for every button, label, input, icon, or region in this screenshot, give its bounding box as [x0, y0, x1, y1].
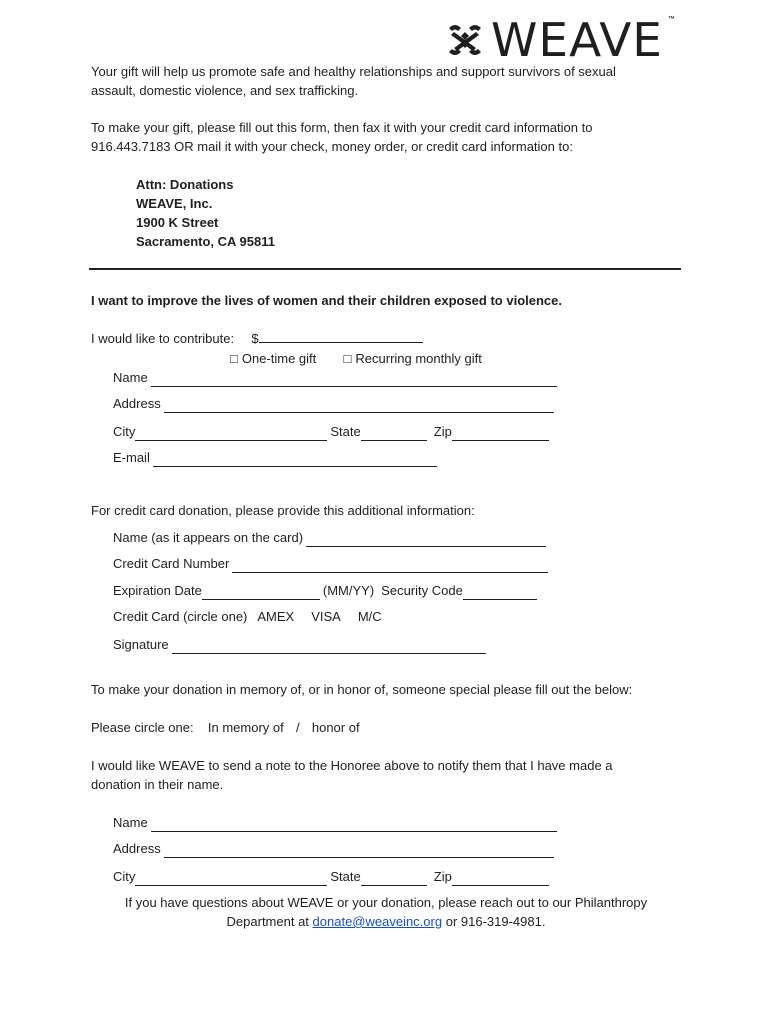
- tribute-circle-prompt: Please circle one:: [91, 720, 194, 735]
- card-name-field[interactable]: [306, 533, 546, 547]
- card-number-label: Credit Card Number: [113, 556, 230, 571]
- card-name-row: [113, 528, 549, 547]
- footer-contact: [91, 893, 681, 931]
- card-option-amex[interactable]: AMEX: [257, 609, 295, 624]
- intro-text: Your gift will help us promote safe and healthy relationships and support survivors of sexual assault, domestic violence, and sex trafficking.: [91, 64, 616, 98]
- contribute-label: I would like to contribute:: [91, 331, 235, 346]
- honoree-state-field[interactable]: [361, 872, 427, 886]
- donor-state-field[interactable]: [361, 427, 427, 441]
- signature-row: [113, 635, 489, 654]
- footer-prefix: Department at: [226, 914, 309, 929]
- monthly-option[interactable]: [344, 349, 482, 368]
- card-type-label: Credit Card (circle one): [113, 609, 248, 624]
- donor-name-label: Name: [113, 370, 148, 385]
- card-number-row: [113, 554, 551, 573]
- contribute-row: [91, 329, 426, 348]
- signature-field[interactable]: [172, 640, 486, 654]
- donor-email-label: E-mail: [113, 450, 150, 465]
- currency-symbol: $: [251, 331, 259, 346]
- donor-name-field[interactable]: [151, 373, 557, 387]
- honoree-city-field[interactable]: [135, 872, 327, 886]
- signature-label: Signature: [113, 637, 169, 652]
- mailing-address: [136, 175, 275, 251]
- amount-field[interactable]: [259, 329, 423, 343]
- honoree-name-row: [113, 813, 560, 832]
- expiration-field[interactable]: [202, 586, 320, 600]
- honoree-address-row: [113, 839, 557, 858]
- address-line-2: WEAVE, Inc.: [136, 196, 213, 211]
- weave-logo: [445, 13, 685, 67]
- card-option-visa[interactable]: VISA: [311, 609, 341, 624]
- honoree-zip-label: Zip: [433, 869, 452, 884]
- donor-email-field[interactable]: [153, 453, 437, 467]
- donor-address-row: [113, 394, 557, 413]
- monthly-checkbox[interactable]: □: [343, 351, 352, 366]
- honoree-state-label: State: [330, 869, 361, 884]
- donor-address-field[interactable]: [164, 399, 554, 413]
- security-code-label: Security Code: [381, 583, 463, 598]
- honoree-address-label: Address: [113, 841, 161, 856]
- card-expiration-row: [113, 581, 540, 600]
- expiration-label: Expiration Date: [113, 583, 202, 598]
- one-time-checkbox[interactable]: □: [230, 351, 238, 366]
- weave-knot-icon: [445, 20, 485, 60]
- footer-line-2: [91, 912, 681, 931]
- donor-city-row: [113, 422, 552, 441]
- card-name-label: Name (as it appears on the card): [113, 530, 304, 545]
- donor-email-row: [113, 448, 440, 467]
- one-time-label: One-time gift: [241, 351, 317, 366]
- trademark-symbol: ™: [668, 16, 675, 23]
- footer-line-1: If you have questions about WEAVE or your donation, please reach out to our Philanthropy: [124, 895, 648, 910]
- donor-state-label: State: [330, 424, 361, 439]
- security-code-field[interactable]: [463, 586, 537, 600]
- tribute-separator: /: [295, 720, 300, 735]
- instructions-text: To make your gift, please fill out this form, then fax it with your credit card information to 916.443.7183 OR mail it with your check, money order, or credit card information to:: [91, 120, 593, 154]
- donor-city-field[interactable]: [135, 427, 327, 441]
- honoree-address-field[interactable]: [164, 844, 554, 858]
- one-time-option[interactable]: [230, 349, 316, 368]
- donate-email-link[interactable]: donate@weaveinc.org: [312, 914, 443, 929]
- honoree-zip-field[interactable]: [452, 872, 549, 886]
- donor-name-row: [113, 368, 560, 387]
- note-request-text: I would like WEAVE to send a note to the Honoree above to notify them that I have made a donation in their name.: [91, 758, 613, 792]
- monthly-label: Recurring monthly gift: [355, 351, 482, 366]
- section-divider: [89, 268, 681, 270]
- donor-zip-label: Zip: [433, 424, 452, 439]
- honoree-city-label: City: [113, 869, 136, 884]
- card-option-mc[interactable]: M/C: [357, 609, 382, 624]
- footer-suffix: or 916-319-4981.: [445, 914, 546, 929]
- tribute-option-honor[interactable]: honor of: [311, 720, 360, 735]
- gift-frequency-options: [230, 349, 482, 368]
- donor-zip-field[interactable]: [452, 427, 549, 441]
- honoree-city-row: [113, 867, 552, 886]
- donor-address-label: Address: [113, 396, 161, 411]
- donor-city-label: City: [113, 424, 136, 439]
- tribute-intro: To make your donation in memory of, or in honor of, someone special please fill out the below:: [91, 682, 633, 697]
- card-number-field[interactable]: [232, 559, 548, 573]
- honoree-name-label: Name: [113, 815, 148, 830]
- address-line-3: 1900 K Street: [136, 215, 219, 230]
- tribute-circle-row: [91, 718, 360, 737]
- address-line-4: Sacramento, CA 95811: [136, 234, 275, 249]
- address-line-1: Attn: Donations: [136, 177, 234, 192]
- tribute-option-memory[interactable]: In memory of: [207, 720, 284, 735]
- card-intro: For credit card donation, please provide this additional information:: [91, 503, 475, 518]
- card-type-row: [113, 607, 382, 626]
- pledge-heading: I want to improve the lives of women and their children exposed to violence.: [91, 293, 562, 308]
- logo-wordmark: WEAVE: [491, 13, 663, 67]
- honoree-name-field[interactable]: [151, 818, 557, 832]
- expiration-format: (MM/YY): [322, 583, 375, 598]
